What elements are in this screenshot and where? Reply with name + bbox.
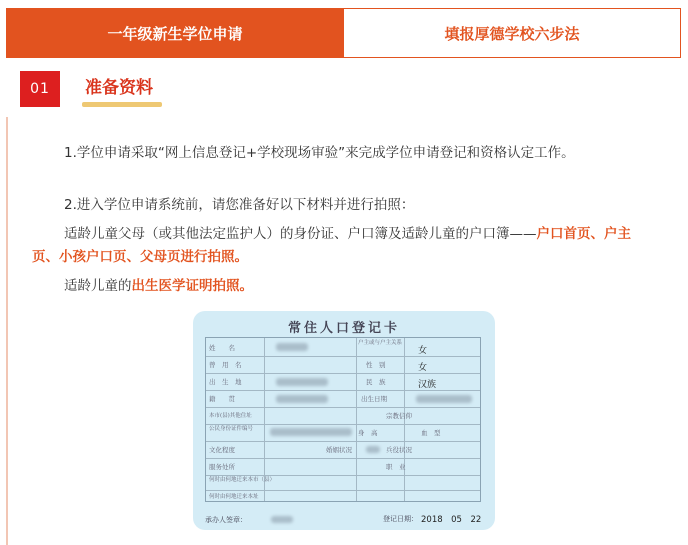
section-title-underline [82, 102, 162, 107]
redacted-id-number [270, 428, 352, 436]
paragraph-2-text: 2.进入学位申请系统前，请您准备好以下材料并进行拍照： [64, 197, 415, 213]
label-registrar: 承办人签章： [205, 516, 247, 524]
label-blood-type: 血 型 [421, 429, 441, 437]
value-ethnicity: 汉族 [418, 380, 437, 390]
card-title: 常住人口登记卡 [287, 321, 400, 336]
redacted-birthplace [276, 378, 328, 386]
redacted-birthdate [416, 395, 472, 403]
grid-line [206, 390, 480, 391]
label-birthplace: 出 生 地 [209, 378, 242, 386]
grid-line [206, 356, 480, 357]
grid-line [356, 338, 357, 501]
value-gender-top: 女 [418, 346, 428, 356]
paragraph-4-text: 适龄儿童的 [64, 278, 132, 294]
grid-line [206, 373, 480, 374]
label-registration-date: 登记日期： [383, 515, 418, 523]
label-native-place: 籍 贯 [209, 395, 235, 403]
grid-line [206, 441, 480, 442]
grid-line [206, 458, 480, 459]
label-occupation: 职 业 [386, 463, 406, 471]
grid-line [206, 490, 480, 491]
household-registration-card-image [193, 311, 495, 530]
label-city-other-address: 本市(县)其他住址 [209, 413, 252, 419]
label-religion: 宗教信仰 [386, 412, 412, 420]
grid-line [206, 475, 480, 476]
label-height: 身 高 [358, 429, 378, 437]
paragraph-3-highlight: 户口首页、户主页、小孩户口页、父母页进行拍照。 [32, 226, 631, 265]
section-number-badge: 01 [20, 71, 60, 107]
label-moved-from-address: 何时由何地迁来本址 [209, 494, 259, 500]
label-former-name: 曾 用 名 [209, 361, 242, 369]
redacted-name [276, 343, 308, 351]
label-moved-from-city: 何时由何地迁来本市（县） [209, 477, 276, 483]
label-head-relation: 户主或与户主关系 [358, 340, 403, 346]
label-education: 文化程度 [209, 446, 235, 454]
card-grid [205, 337, 481, 502]
label-marital: 婚姻状况 [326, 446, 352, 454]
label-workplace: 服务处所 [209, 463, 235, 471]
paragraph-4 [32, 275, 652, 298]
tab-bar [6, 8, 681, 58]
paragraph-4-highlight: 出生医学证明拍照。 [131, 278, 253, 294]
paragraph-3 [32, 223, 652, 269]
label-id-number: 公民身份证件编号 [209, 426, 254, 432]
value-gender: 女 [418, 363, 428, 373]
label-gender: 性 别 [366, 361, 386, 369]
grid-line [206, 424, 480, 425]
redacted-marital [366, 446, 380, 453]
paragraph-1-text: 1.学位申请采取“网上信息登记+学校现场审验”来完成学位申请登记和资格认定工作。 [64, 145, 575, 161]
section-title: 准备资料 [85, 78, 153, 98]
label-ethnicity: 民 族 [366, 378, 386, 386]
registration-date-value: 2018 05 22 [421, 515, 482, 525]
label-birthdate: 出生日期 [361, 395, 387, 403]
grid-line [206, 407, 480, 408]
label-military: 兵役状况 [386, 446, 412, 454]
tab-six-step-guide[interactable]: 填报厚德学校六步法 [343, 9, 680, 57]
paragraph-3-text: 适龄儿童父母（或其他法定监护人）的身份证、户口簿及适龄儿童的户口簿—— [64, 226, 537, 242]
redacted-registrar [271, 516, 293, 523]
tab-first-grade-application[interactable]: 一年级新生学位申请 [7, 9, 343, 57]
redacted-native-place [276, 395, 328, 403]
label-name: 姓 名 [209, 344, 235, 352]
paragraph-2 [32, 194, 652, 217]
paragraph-1 [32, 142, 652, 165]
